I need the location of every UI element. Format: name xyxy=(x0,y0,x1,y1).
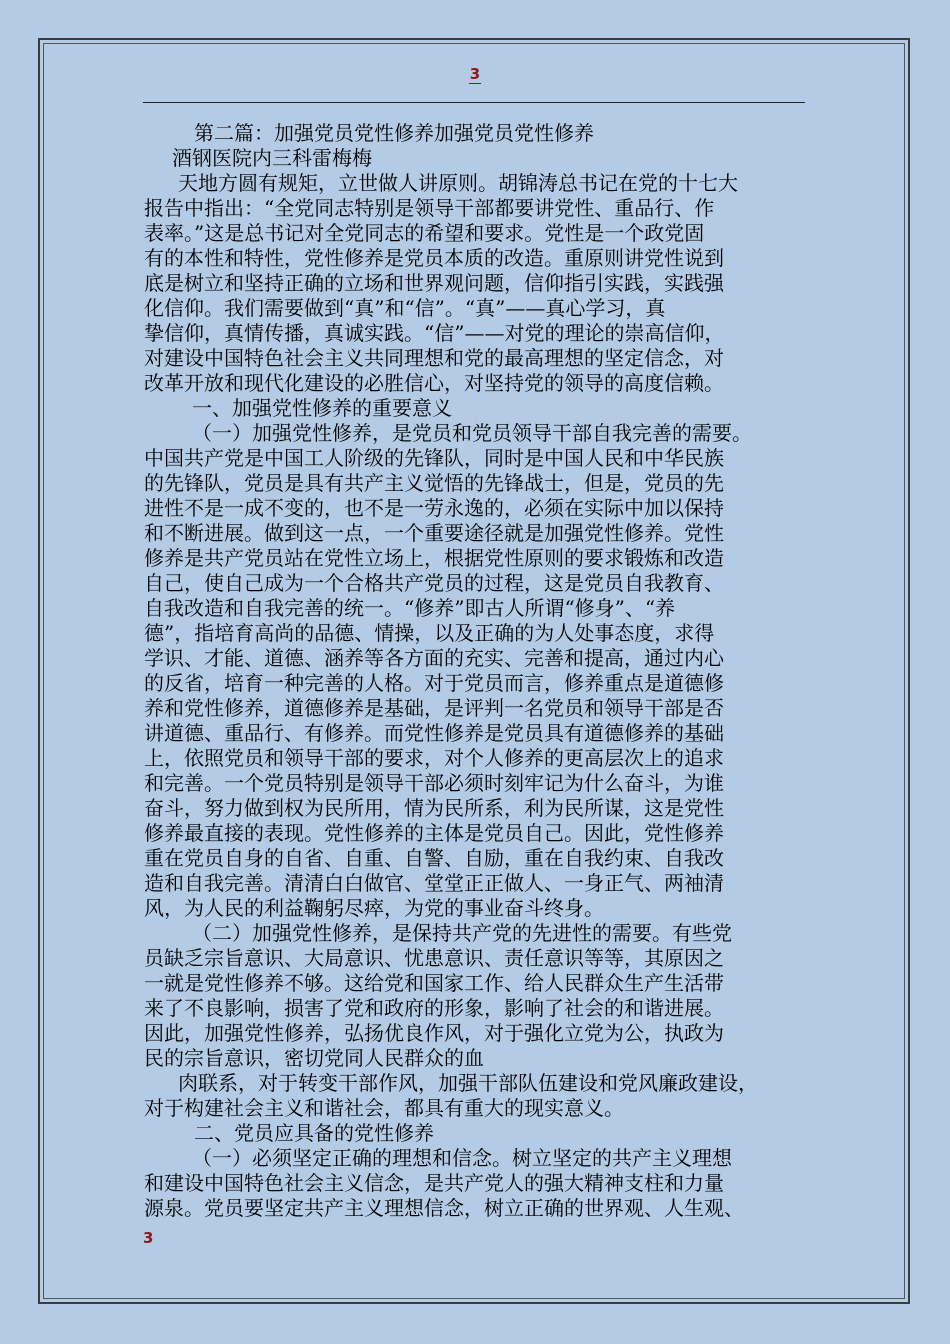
body-line: 重在党员自身的自省、自重、自警、自励，重在自我约束、自我改 xyxy=(144,846,724,870)
author-line: 酒钢医院内三科雷梅梅 xyxy=(172,146,372,170)
body-line: 改革开放和现代化建设的必胜信心，对坚持党的领导的高度信赖。 xyxy=(144,371,724,395)
body-line: 造和自我完善。清清白白做官、堂堂正正做人、一身正气、两袖清 xyxy=(144,871,724,895)
body-line: 讲道德、重品行、有修养。而党性修养是党员具有道德修养的基础 xyxy=(144,721,724,745)
body-line: 自我改造和自我完善的统一。“修养”即古人所谓“修身”、“养 xyxy=(144,596,676,620)
header-page-number: 3 xyxy=(469,65,481,83)
title-line: 第二篇：加强党员党性修养加强党员党性修养 xyxy=(194,121,594,145)
body-line: 进性不是一成不变的，也不是一劳永逸的，必须在实际中加以保持 xyxy=(144,496,724,520)
body-line: 修养是共产党员站在党性立场上，根据党性原则的要求锻炼和改造 xyxy=(144,546,724,570)
body-line: 肉联系，对于转变干部作风，加强干部队伍建设和党风廉政建设， xyxy=(178,1071,758,1095)
body-line: 一就是党性修养不够。这给党和国家工作、给人民群众生产生活带 xyxy=(144,971,724,995)
footer-page-number: 3 xyxy=(143,1229,154,1247)
body-line: 中国共产党是中国工人阶级的先锋队，同时是中国人民和中华民族 xyxy=(144,446,724,470)
body-line: 报告中指出：“全党同志特别是领导干部都要讲党性、重品行、作 xyxy=(144,196,715,220)
body-line: 自己，使自己成为一个合格共产党员的过程，这是党员自我教育、 xyxy=(144,571,724,595)
body-line: 的先锋队，党员是具有共产主义觉悟的先锋战士，但是，党员的先 xyxy=(144,471,724,495)
subsection-line: （一）加强党性修养，是党员和党员领导干部自我完善的需要。 xyxy=(192,421,752,445)
body-line: 化信仰。我们需要做到“真”和“信”。“真”——真心学习，真 xyxy=(144,296,666,320)
body-line: 因此，加强党性修养，弘扬优良作风，对于强化立党为公，执政为 xyxy=(144,1021,724,1045)
body-line: 和不断进展。做到这一点，一个重要途径就是加强党性修养。党性 xyxy=(144,521,724,545)
body-line: 员缺乏宗旨意识、大局意识、忧患意识、责任意识等等，其原因之 xyxy=(144,946,724,970)
section-heading: 一、加强党性修养的重要意义 xyxy=(192,396,452,420)
body-line: 民的宗旨意识，密切党同人民群众的血 xyxy=(144,1046,484,1070)
header-rule xyxy=(143,102,805,103)
body-line: 底是树立和坚持正确的立场和世界观问题，信仰指引实践，实践强 xyxy=(144,271,724,295)
body-line: 和建设中国特色社会主义信念，是共产党人的强大精神支柱和力量 xyxy=(144,1171,724,1195)
subsection-line: （一）必须坚定正确的理想和信念。树立坚定的共产主义理想 xyxy=(192,1146,732,1170)
body-line: 对于构建社会主义和谐社会，都具有重大的现实意义。 xyxy=(144,1096,624,1120)
body-line: 的反省，培育一种完善的人格。对于党员而言，修养重点是道德修 xyxy=(144,671,724,695)
body-line: 源泉。党员要坚定共产主义理想信念，树立正确的世界观、人生观、 xyxy=(144,1196,744,1220)
body-line: 来了不良影响，损害了党和政府的形象，影响了社会的和谐进展。 xyxy=(144,996,724,1020)
body-line: 学识、才能、道德、涵养等各方面的充实、完善和提高，通过内心 xyxy=(144,646,724,670)
subsection-line: （二）加强党性修养，是保持共产党的先进性的需要。有些党 xyxy=(192,921,732,945)
body-line: 有的本性和特性，党性修养是党员本质的改造。重原则讲党性说到 xyxy=(144,246,724,270)
body-line: 表率。”这是总书记对全党同志的希望和要求。党性是一个政党固 xyxy=(144,221,705,245)
body-line: 和完善。一个党员特别是领导干部必须时刻牢记为什么奋斗，为谁 xyxy=(144,771,724,795)
body-line: 上，依照党员和领导干部的要求，对个人修养的更高层次上的追求 xyxy=(144,746,724,770)
body-line: 风，为人民的利益鞠躬尽瘁，为党的事业奋斗终身。 xyxy=(144,896,604,920)
body-line: 德”，指培育高尚的品德、情操，以及正确的为人处事态度，求得 xyxy=(144,621,715,645)
body-line: 修养最直接的表现。党性修养的主体是党员自己。因此，党性修养 xyxy=(144,821,724,845)
body-line: 天地方圆有规矩，立世做人讲原则。胡锦涛总书记在党的十七大 xyxy=(178,171,738,195)
body-line: 奋斗，努力做到权为民所用，情为民所系，利为民所谋，这是党性 xyxy=(144,796,724,820)
body-line: 对建设中国特色社会主义共同理想和党的最高理想的坚定信念，对 xyxy=(144,346,724,370)
body-line: 挚信仰，真情传播，真诚实践。“信”——对党的理论的崇高信仰， xyxy=(144,321,725,345)
body-line: 养和党性修养，道德修养是基础，是评判一名党员和领导干部是否 xyxy=(144,696,724,720)
document-body xyxy=(144,121,808,1221)
section-heading: 二、党员应具备的党性修养 xyxy=(194,1121,434,1145)
